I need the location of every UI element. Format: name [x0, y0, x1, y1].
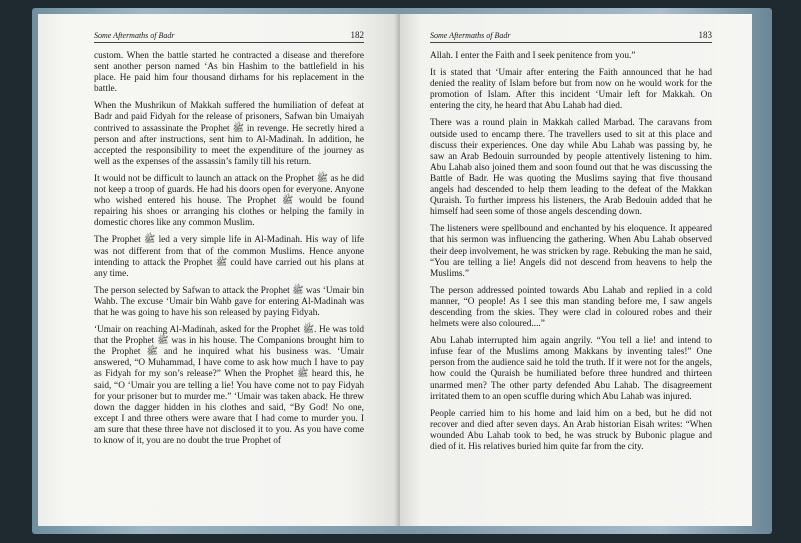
page-number: 182: [350, 30, 364, 40]
paragraph: Abu Lahab interrupted him again angrily. “You tell a lie! and intend to infuse fear of the Muslims among Makkans by inventing tales!” One person from the audience said he told the truth. If it were not for the angels, how could the Quraish be humiliated before three hundred and thirteen unarmed men? The other party defended Abu Lahab. The disagreement irritated them to an open scuffle during which Abu Lahab was injured.: [430, 336, 712, 402]
paragraph: ‘Umair on reaching Al-Madinah, asked for the Prophet ﷺ. He was told that the Prophet ﷺ was in his house. The Companions brought him to the Prophet ﷺ and he inquired what his business was. ‘Umair answered, “O Muhammad, I have come to ask how much I have to pay as Fidyah for my son’s release?” When the Prophet ﷺ heard this, he said, “O ‘Umair you are telling a lie! You have come not to pay Fidyah for your prisoner but to murder me.” ‘Umair was taken aback. He threw down the dagger hidden in his clothes and said, “By God! No one, except I and three others were aware that I had come to murder you. I am sure that these three have not disclosed it to you. As you have come to know of it, you are no doubt the true Prophet of: [94, 325, 365, 446]
paragraph: The person addressed pointed towards Abu Lahab and replied in a cold manner, “O people! As I see this man standing before me, I saw angels descending from the skies. They were clad in coloured robes and their helmets were also coloured....”: [430, 285, 712, 330]
paragraph: It is stated that ‘Umair after entering the Faith announced that he had denied the reality of Islam before but from now on he would work for the promotion of Islam. After this incident ‘Umair left for Makkah. On entering the city, he heard that Abu Lahab had died.: [430, 68, 712, 112]
paragraph: The Prophet ﷺ led a very simple life in Al-Madinah. His way of life was not different from that of the common Muslims. Hence anyone intending to attack the Prophet ﷺ could have carried out his plans at any time.: [94, 235, 364, 279]
paragraph: The listeners were spellbound and enchanted by his eloquence. It appeared that his sermon was influencing the gathering. When Abu Lahab observed their deep involvement, he was stricken by rage. Rebuking the man he said, “You are telling a lie! Angels did not descend from heavens to help the Muslims.”: [430, 224, 712, 279]
left-page: [38, 14, 400, 526]
right-page-header: [430, 30, 712, 43]
paragraph: Allah. I enter the Faith and I seek penitence from you.”: [430, 51, 636, 61]
paragraph: custom. When the battle started he contracted a disease and therefore sent another person named ‘As bin Hashim to the battlefield in his place. He paid him four thousand dirhams for his replacement in the battle.: [94, 51, 364, 95]
page-number: 183: [698, 30, 712, 40]
right-page: [400, 14, 752, 526]
paragraph: When the Mushrikun of Makkah suffered the humiliation of defeat at Badr and paid Fidyah for the release of prisoners, Safwan bin Umaiyah contrived to assassinate the Prophet ﷺ in revenge. He secretly hired a person and after instructions, sent him to Al-Madinah. In addition, he accepted the responsibility to meet the expenditure of the journey as well as the expenses of the assassin’s family till his return.: [94, 101, 364, 167]
running-head: Some Aftermaths of Badr: [430, 31, 511, 40]
paragraph: The person selected by Safwan to attack the Prophet ﷺ was ‘Umair bin Wahb. The excuse ‘Umair bin Wahb gave for entering Al-Madinah was that he was going to have his son released by paying Fidyah.: [94, 285, 364, 318]
paragraph: It would not be difficult to launch an attack on the Prophet ﷺ as he did not keep a troop of guards. He had his doors open for everyone. Anyone who wished entered his house. The Prophet ﷺ would be found repairing his shoes or arranging his clothes or helping the family in domestic chores like any common Muslim.: [94, 173, 364, 229]
running-head: Some Aftermaths of Badr: [94, 31, 175, 40]
paragraph: People carried him to his home and laid him on a bed, but he did not recover and died after seven days. An Arab historian Eisah writes: “When wounded Abu Lahab took to bed, he was struck by Bubonic plague and died of it. His relatives buried him quite far from the city.: [430, 408, 712, 452]
paragraph: There was a round plain in Makkah called Marbad. The caravans from outside used to encamp there. The travellers used to sit at this place and discuss their experiences. One day while Abu Lahab was passing by, he saw an Arab Bedouin surrounded by people attentively listening to him. Abu Lahab also joined them and soon found out that he was discussing the Battle of Badr. He was quoting the Muslims saying that five thousand angels had descended to help them leading to the defeat of the Makkan Quraish. To further impress his listeners, the Arab Bedouin added that he himself had seen some of those angels descending down.: [430, 118, 712, 218]
left-page-header: [94, 30, 364, 43]
